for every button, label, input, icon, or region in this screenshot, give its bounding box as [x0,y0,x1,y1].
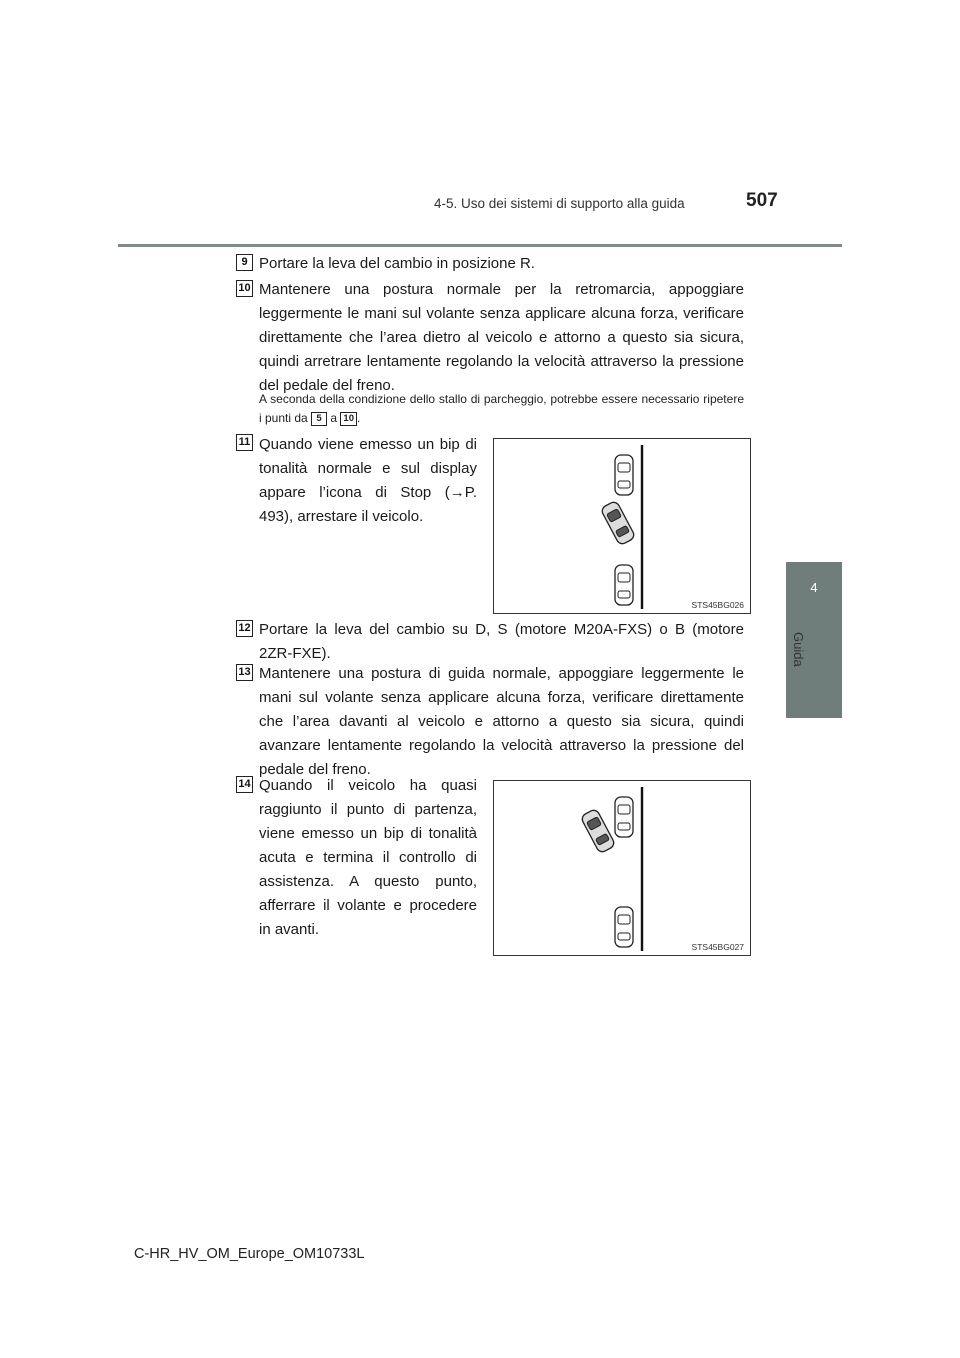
parked-car-rear [615,565,633,605]
step-text-11: Quando viene emesso un bip di tonalità normale e sul display appare l’icona di Stop (→P. 493), arrestare il veicolo. [259,436,477,525]
document-id: C-HR_HV_OM_Europe_OM10733L [134,1246,365,1262]
note-text: A seconda della condizione dello stallo di parcheggio, potrebbe essere necessario ripetere i punti da [259,392,744,425]
chapter-label-wrap [788,632,818,692]
maneuvering-car [600,500,636,546]
parking-diagram-1 [494,439,750,613]
parked-car-rear [615,907,633,947]
figure-parking-exit [493,780,751,956]
parked-car-front [615,797,633,837]
note-paragraph [259,390,744,428]
note-end: . [357,411,361,425]
step-text-12: Portare la leva del cambio su D, S (motore M20A-FXS) o B (motore 2ZR-FXE). [259,621,744,662]
step-badge-14: 14 [236,776,253,793]
chapter-label: Guida [791,632,806,667]
step-text-14: Quando il veicolo ha quasi raggiunto il punto di partenza, viene emesso un bip di tonalità acuta e termina il controllo di assistenza. A questo punto, afferrare il volante e procedere in avanti. [259,777,477,938]
page-number: 507 [746,190,778,211]
figure-code: STS45BG026 [691,600,744,610]
figure-code: STS45BG027 [691,942,744,952]
step-text-13: Mantenere una postura di guida normale, appoggiare leggermente le mani sul volante senza applicare alcuna forza, verificare direttamente che l’area davanti al veicolo e attorno a questo sia sicura, quindi avanzare lentamente regolando la velocità attraverso la pressione del pedale del freno. [259,665,744,778]
step-badge-11: 11 [236,434,253,451]
figure-parking-stop [493,438,751,614]
header-divider [118,244,842,247]
section-title: 4-5. Uso dei sistemi di supporto alla guida [434,196,685,211]
step-text-10: Mantenere una postura normale per la retromarcia, appoggiare leggermente le mani sul volante senza applicare alcuna forza, verificare direttamente che l’area dietro al veicolo e attorno a questo sia sicura, quindi arretrare lentamente regolando la velocità attraverso la pressione del pedale del freno. [259,281,744,394]
parked-car-front [615,455,633,495]
step-text-9: Portare la leva del cambio in posizione R. [259,255,535,272]
maneuvering-car [580,808,616,854]
step-badge-10: 10 [236,280,253,297]
note-connector: a [330,411,338,425]
step-badge-12: 12 [236,620,253,637]
step-badge-13: 13 [236,664,253,681]
step-badge-9: 9 [236,254,253,271]
note-ref-to: 10 [340,412,357,426]
parking-diagram-2 [494,781,750,955]
chapter-number: 4 [810,580,818,595]
note-ref-from: 5 [311,412,327,426]
